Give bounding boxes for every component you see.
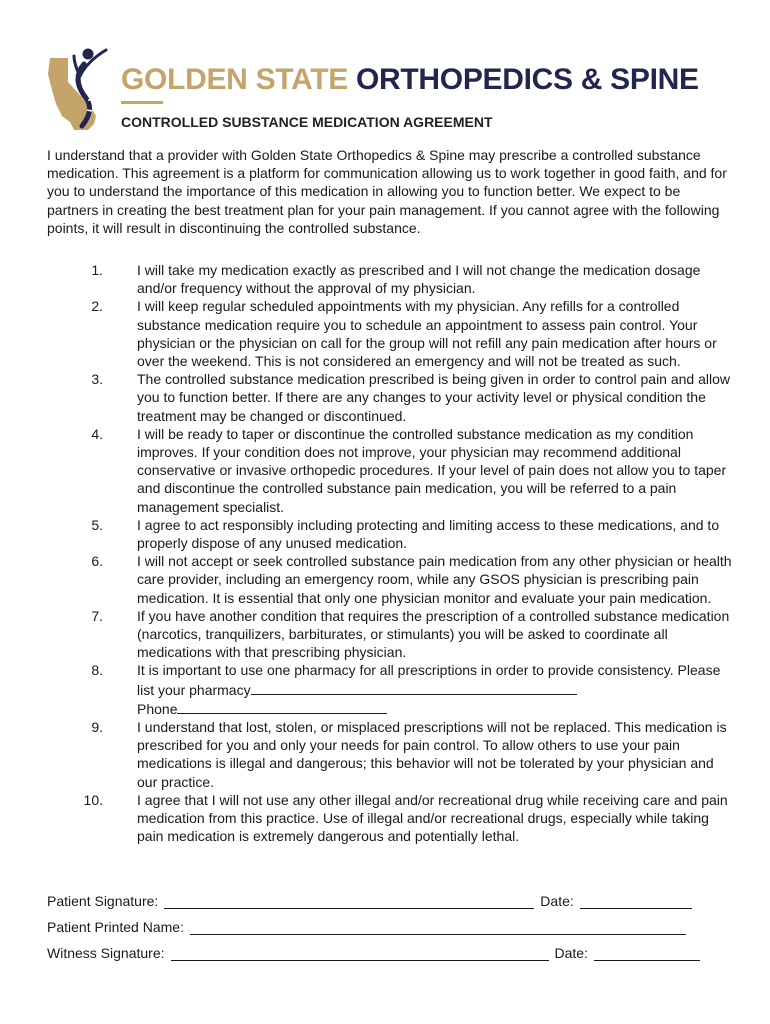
list-item — [47, 370, 737, 425]
patient-printed-name-label: Patient Printed Name: — [47, 919, 184, 935]
brand-name-navy: ORTHOPEDICS & SPINE — [356, 63, 699, 96]
item-number: 3. — [91, 371, 103, 388]
item-text: I understand that lost, stolen, or misplaced prescriptions will not be replaced. This medication is prescribed for you and only your needs for pain control. To allow others to use your pain medications is illegal and dangerous; this behavior will not be tolerated by your physician and our practice. — [137, 719, 727, 790]
patient-signature-label: Patient Signature: — [47, 893, 159, 909]
list-item — [47, 718, 737, 791]
item-text: I will take my medication exactly as prescribed and I will not change the medication dosage and/or frequency without the approval of my physician. — [137, 262, 701, 297]
list-item — [47, 791, 737, 846]
list-item — [47, 297, 737, 370]
witness-date-label: Date: — [554, 945, 588, 961]
list-item — [47, 261, 737, 297]
brand-name-gold: GOLDEN STATE — [121, 63, 348, 96]
patient-date-field[interactable] — [580, 894, 692, 909]
item-text: I will not accept or seek controlled substance pain medication from any other physician or health care provider, including an emergency room, while any GSOS physician is prescribing pain medication. It is essential that only one physician monitor and evaluate your pain medication. — [137, 553, 732, 606]
patient-date-label: Date: — [540, 893, 574, 909]
phone-line — [137, 699, 737, 718]
intro-paragraph: I understand that a provider with Golden State Orthopedics & Spine may prescribe a controlled substance medication. This agreement is a platform for communication allowing us to work together in good faith, and for you to understand the importance of this medication in allowing you to function better. We expect to be partners in creating the best treatment plan for your pain management. If you cannot agree with the following points, it will result in discontinuing the controlled substance. — [47, 147, 727, 236]
item-text: I agree to act responsibly including protecting and limiting access to these medications, and to properly dispose of any unused medication. — [137, 516, 720, 552]
item-number: 8. — [91, 662, 103, 679]
list-item — [47, 516, 737, 552]
golden-state-logo-icon — [44, 42, 120, 134]
item-text: If you have another condition that requires the prescription of a controlled substance medication (narcotics, tranquilizers, barbiturates, or stimulants) you will be asked to coordinate all medications with that prescribing physician. — [137, 607, 730, 661]
list-item — [47, 425, 737, 516]
item-number: 2. — [91, 298, 103, 315]
witness-signature-label: Witness Signature: — [47, 945, 165, 961]
item-number: 9. — [91, 719, 103, 736]
witness-signature-field[interactable] — [171, 946, 549, 961]
item-text: I will be ready to taper or discontinue the controlled substance medication as my condition improves. If your condition does not improve, your physician may recommend additional conservative or invasive orthopedic procedures. If your level of pain does not allow you to taper and discontinue the controlled substance pain medication, you will be referred to a pain management specialist. — [137, 425, 727, 515]
list-item — [47, 607, 737, 662]
patient-printed-name-field[interactable] — [190, 920, 686, 935]
brand-name — [121, 62, 699, 98]
pharmacy-field[interactable] — [251, 680, 577, 695]
list-item — [47, 661, 737, 718]
phone-label: Phone — [137, 700, 178, 717]
item-text: The controlled substance medication prescribed is being given in order to control pain and allow you to function better. If there are any changes to your activity level or physical condition the treatment may be changed or discontinued. — [137, 371, 731, 424]
list-item — [47, 552, 737, 607]
witness-signature-row — [47, 945, 700, 961]
item-number: 6. — [91, 553, 103, 570]
item-number: 5. — [91, 516, 103, 533]
patient-signature-row — [47, 893, 692, 909]
phone-field[interactable] — [177, 699, 387, 714]
brand-underline — [121, 101, 163, 104]
item-number: 7. — [91, 607, 103, 624]
patient-signature-field[interactable] — [164, 894, 534, 909]
item-number: 10. — [83, 791, 103, 808]
agreement-list — [47, 261, 737, 846]
item-number: 1. — [91, 262, 103, 278]
item-text: I agree that I will not use any other illegal and/or recreational drug while receiving care and pain medication from this practice. Use of illegal and/or recreational drugs, especially while taking pain medication is extremely dangerous and potentially lethal. — [137, 791, 728, 845]
witness-date-field[interactable] — [594, 946, 700, 961]
item-number: 4. — [91, 425, 103, 442]
item-text: I will keep regular scheduled appointments with my physician. Any refills for a controlled substance medication require you to schedule an appointment to assess pain control. Your physician or the physician on call for the group will not refill any pain medication after hours or over the weekend. This is not considered an emergency and will not be treated as such. — [137, 298, 717, 370]
patient-printed-name-row — [47, 919, 686, 935]
item-text: It is important to use one pharmacy for all prescriptions in order to provide consistency. Please list your pharmacy — [137, 662, 721, 698]
document-title: CONTROLLED SUBSTANCE MEDICATION AGREEMENT — [121, 114, 493, 130]
